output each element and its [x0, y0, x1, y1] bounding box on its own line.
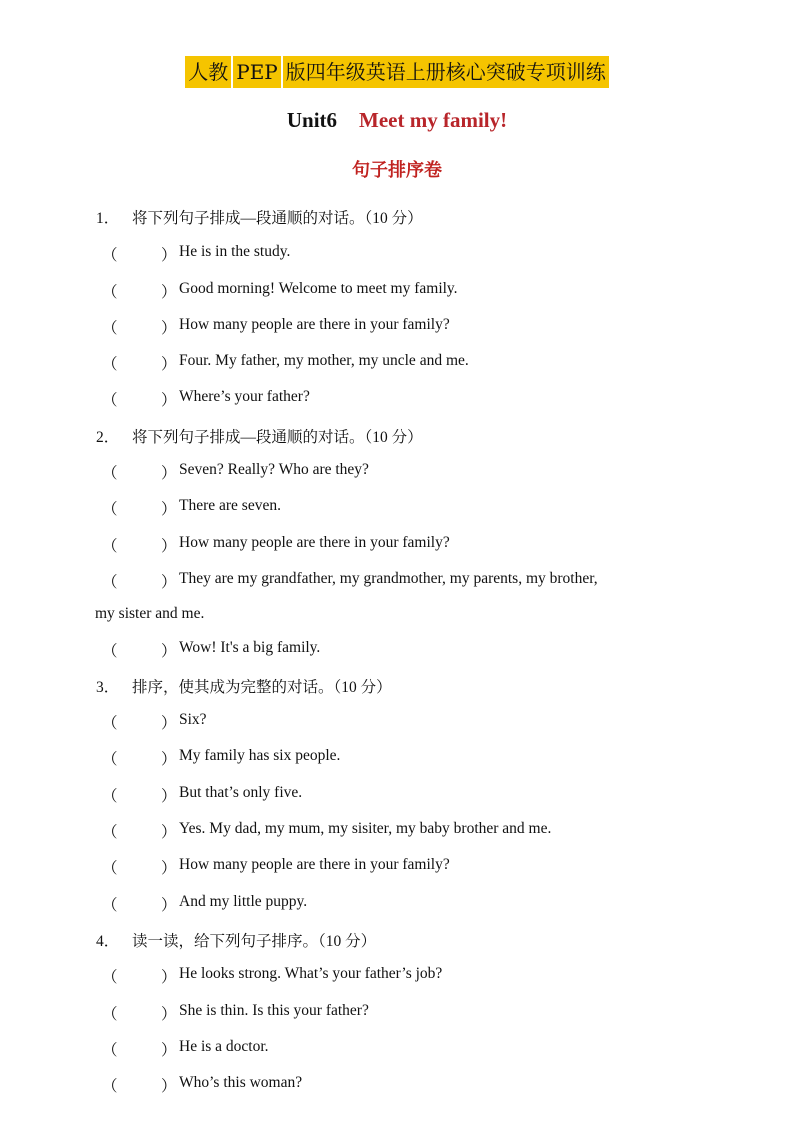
sentence: Six?: [179, 711, 207, 728]
unit-number: Unit6: [286, 108, 338, 132]
unit-name: Meet my family!: [359, 108, 508, 132]
answer-blank-open[interactable]: （: [102, 247, 118, 264]
answer-blank-close: ）: [161, 751, 177, 768]
sentence: Yes. My dad, my mum, my sisiter, my baby brother and me.: [179, 820, 552, 837]
answer-blank-open[interactable]: （: [102, 788, 118, 805]
banner-segment: 版四年级英语上册核心突破专项训练: [283, 56, 609, 88]
header-banner: [0, 56, 794, 88]
sentence: He is a doctor.: [179, 1038, 269, 1055]
answer-blank-open[interactable]: （: [102, 715, 118, 732]
answer-blank-close: ）: [161, 392, 177, 409]
sentence: Wow! It's a big family.: [179, 639, 321, 656]
answer-blank-open[interactable]: （: [102, 969, 118, 986]
answer-blank-close: ）: [161, 356, 177, 373]
answer-blank-open[interactable]: （: [102, 824, 118, 841]
answer-blank-open[interactable]: （: [102, 465, 118, 482]
answer-blank-open[interactable]: （: [102, 392, 118, 409]
unit-title: [0, 108, 794, 133]
answer-blank-close: ）: [161, 897, 177, 914]
banner-segment: PEP: [233, 56, 281, 88]
sentence: But that’s only five.: [179, 784, 303, 801]
answer-blank-open[interactable]: （: [102, 1006, 118, 1023]
answer-blank-close: ）: [161, 969, 177, 986]
question-instruction: 排序，使其成为完整的对话。（10 分）: [132, 679, 392, 696]
answer-blank-open[interactable]: （: [102, 574, 118, 591]
sentence: How many people are there in your family?: [179, 534, 450, 551]
sentence-continuation-text: my sister and me.: [95, 605, 205, 622]
banner-segment: 人教: [185, 56, 231, 88]
answer-blank-close: ）: [161, 1078, 177, 1095]
answer-blank-open[interactable]: （: [102, 897, 118, 914]
sentence: Where’s your father?: [179, 388, 310, 405]
answer-blank-open[interactable]: （: [102, 643, 118, 660]
answer-blank-close: ）: [161, 320, 177, 337]
sentence: She is thin. Is this your father?: [179, 1002, 369, 1019]
question-number: 1．: [96, 210, 120, 227]
answer-blank-open[interactable]: （: [102, 860, 118, 877]
answer-blank-close: ）: [161, 574, 177, 591]
sentence: Four. My father, my mother, my uncle and me.: [179, 352, 469, 369]
sentence: How many people are there in your family?: [179, 316, 450, 333]
sentence: And my little puppy.: [179, 893, 308, 910]
answer-blank-close: ）: [161, 715, 177, 732]
answer-blank-close: ）: [161, 1042, 177, 1059]
answer-blank-close: ）: [161, 1006, 177, 1023]
sentence: He looks strong. What’s your father’s job?: [179, 965, 443, 982]
sentence: Seven? Really? Who are they?: [179, 461, 369, 478]
question-number: 3．: [96, 679, 120, 696]
question-number: 2．: [96, 429, 120, 446]
answer-blank-close: ）: [161, 824, 177, 841]
question-number: 4．: [96, 933, 120, 950]
answer-blank-open[interactable]: （: [102, 751, 118, 768]
question-instruction: 读一读，给下列句子排序。（10 分）: [132, 933, 377, 950]
sentence: How many people are there in your family?: [179, 856, 450, 873]
question-instruction: 将下列句子排成—段通顺的对话。（10 分）: [132, 429, 423, 446]
answer-blank-open[interactable]: （: [102, 501, 118, 518]
answer-blank-open[interactable]: （: [102, 320, 118, 337]
answer-blank-close: ）: [161, 860, 177, 877]
question-instruction: 将下列句子排成—段通顺的对话。（10 分）: [132, 210, 423, 227]
sentence: Who’s this woman?: [179, 1074, 303, 1091]
answer-blank-open[interactable]: （: [102, 1042, 118, 1059]
sentence: Good morning! Welcome to meet my family.: [179, 280, 458, 297]
answer-blank-close: ）: [161, 465, 177, 482]
sentence: He is in the study.: [179, 243, 291, 260]
answer-blank-close: ）: [161, 538, 177, 555]
sentence: My family has six people.: [179, 747, 341, 764]
answer-blank-open[interactable]: （: [102, 284, 118, 301]
sentence: They are my grandfather, my grandmother, my parents, my brother,: [179, 570, 598, 587]
worksheet-subtitle: 句子排序卷: [352, 160, 442, 181]
answer-blank-close: ）: [161, 643, 177, 660]
answer-blank-close: ）: [161, 501, 177, 518]
answer-blank-close: ）: [161, 284, 177, 301]
sentence: There are seven.: [179, 497, 281, 514]
answer-blank-open[interactable]: （: [102, 538, 118, 555]
answer-blank-open[interactable]: （: [102, 1078, 118, 1095]
answer-blank-close: ）: [161, 247, 177, 264]
answer-blank-open[interactable]: （: [102, 356, 118, 373]
answer-blank-close: ）: [161, 788, 177, 805]
